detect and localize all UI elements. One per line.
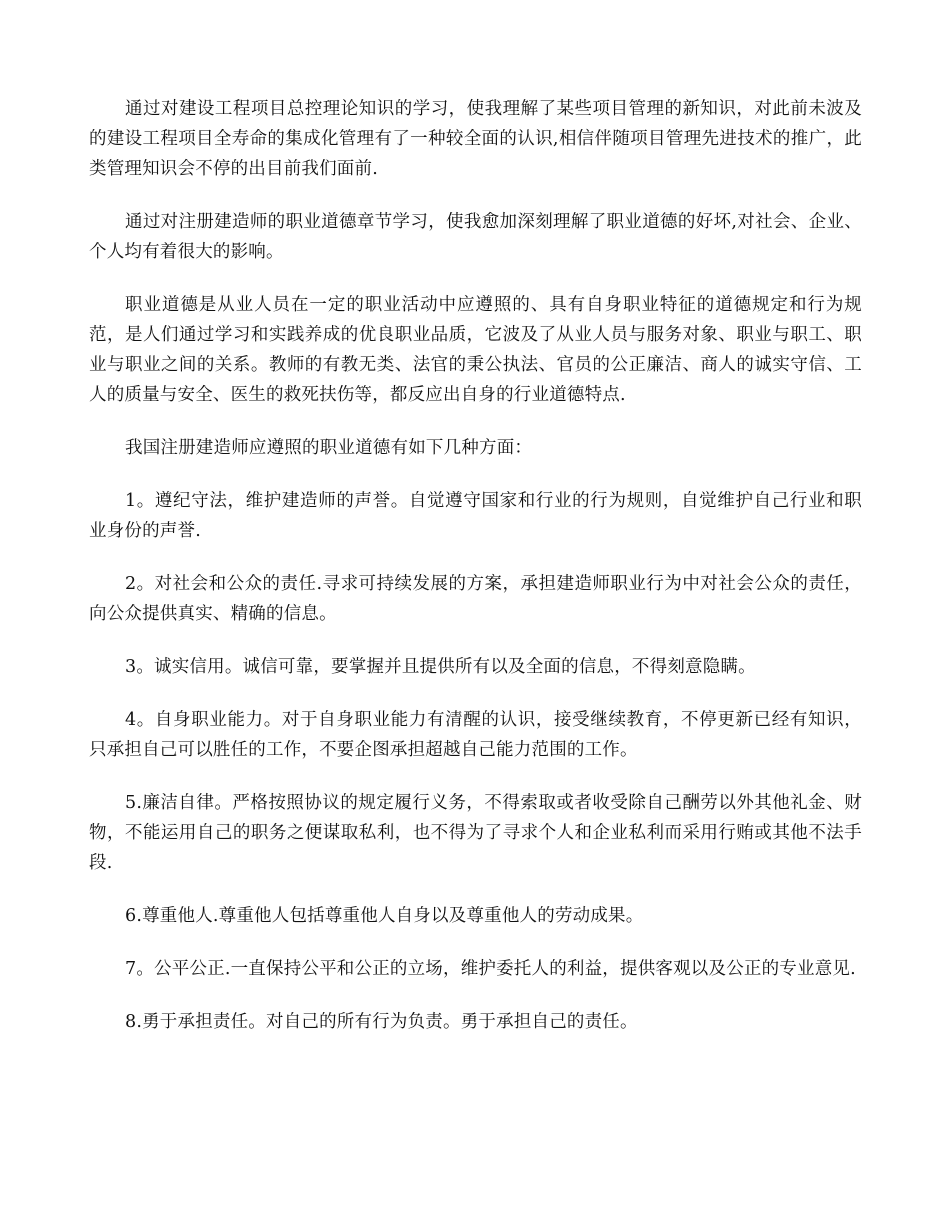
list-item-7: 7。公平公正.一直保持公平和公正的立场，维护委托人的利益，提供客观以及公正的专业意见. <box>125 959 856 979</box>
paragraph-ethics-definition: 职业道德是从业人员在一定的职业活动中应遵照的、具有自身职业特征的道德规定和行为规范，是人们通过学习和实践养成的优良职业品质，它波及了从业人员与服务对象、职业与职工、职业与职业之间的关系。教师的有教无类、法官的秉公执法、官员的公正廉洁、商人的诚实守信、工人的质量与安全、医生的救死扶伤等，都反应出自身的行业道德特点. <box>89 295 862 405</box>
paragraph-ethics-list-intro: 我国注册建造师应遵照的职业道德有如下几种方面： <box>125 438 533 458</box>
list-item-5: 5.廉洁自律。严格按照协议的规定履行义务，不得索取或者收受除自己酬劳以外其他礼金、财物，不能运用自己的职务之便谋取私利，也不得为了寻求个人和企业私利而采用行贿或其他不法手段. <box>89 793 862 873</box>
paragraph-intro-project-management: 通过对建设工程项目总控理论知识的学习，使我理解了某些项目管理的新知识，对此前未波及的建设工程项目全寿命的集成化管理有了一种较全面的认识,相信伴随项目管理先进技术的推广，此类管理知识会不停的出目前我们面前. <box>89 99 862 179</box>
list-item-6: 6.尊重他人.尊重他人包括尊重他人自身以及尊重他人的劳动成果。 <box>125 906 644 926</box>
list-item-1: 1。遵纪守法，维护建造师的声誉。自觉遵守国家和行业的行为规则，自觉维护自己行业和职业身份的声誉. <box>89 491 862 541</box>
list-item-2: 2。对社会和公众的责任.寻求可持续发展的方案，承担建造师职业行为中对社会公众的责任，向公众提供真实、精确的信息。 <box>89 574 862 624</box>
list-item-4: 4。自身职业能力。对于自身职业能力有清醒的认识，接受继续教育，不停更新已经有知识，只承担自己可以胜任的工作，不要企图承担超越自己能力范围的工作。 <box>89 710 862 760</box>
list-item-3: 3。诚实信用。诚信可靠，要掌握并且提供所有以及全面的信息，不得刻意隐瞒。 <box>125 657 756 677</box>
list-item-8: 8.勇于承担责任。对自己的所有行为负责。勇于承担自己的责任。 <box>125 1012 638 1032</box>
paragraph-ethics-study: 通过对注册建造师的职业道德章节学习，使我愈加深刻理解了职业道德的好坏,对社会、企业、个人均有着很大的影响。 <box>89 212 862 262</box>
